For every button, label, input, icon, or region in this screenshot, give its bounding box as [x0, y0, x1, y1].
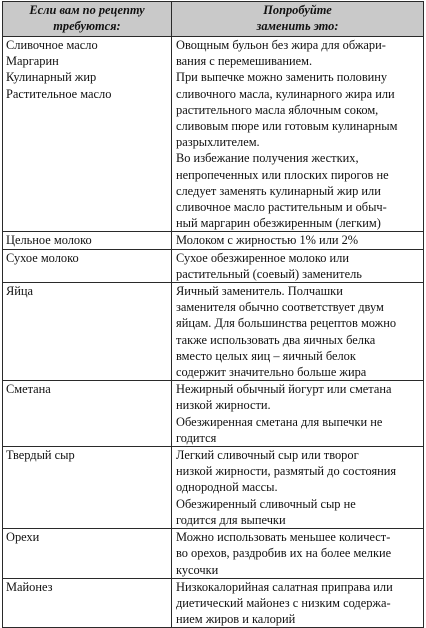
substitute-line: Легкий сливочный сыр или творог: [176, 448, 359, 463]
substitute-paragraph: [176, 37, 420, 69]
header-required-line: Если вам по рецепту: [29, 3, 145, 17]
substitute-line: Сухое обезжиренное молоко или: [176, 250, 349, 265]
substitute-cell: [172, 529, 424, 579]
substitute-paragraph: [176, 250, 420, 282]
substitute-cell: [172, 283, 424, 381]
ingredient-cell: [3, 529, 172, 579]
substitute-line: вместо целых яиц – яичный белок: [176, 348, 356, 363]
header-substitute-line: заменить это:: [256, 18, 339, 33]
substitute-cell: [172, 578, 424, 628]
table-row: [3, 37, 424, 232]
substitute-line: Низкокалорийная салатная приправа или: [176, 579, 393, 594]
substitute-line: сливочное масло растительным и обыч-: [176, 200, 387, 215]
substitute-line: содержит значительно больше жира: [176, 365, 367, 380]
substitute-line: Во избежание получения жестких,: [176, 151, 359, 166]
ingredient-cell: [3, 447, 172, 529]
substitute-paragraph: [176, 150, 420, 231]
table-body: [3, 37, 424, 628]
ingredient-name: Маргарин: [6, 54, 59, 69]
substitute-line: во орехов, раздробив их на более мелкие: [176, 546, 392, 561]
substitute-line: вания с перемешиванием.: [176, 54, 313, 69]
substitute-paragraph: [176, 529, 420, 578]
ingredient-cell: [3, 578, 172, 628]
ingredient-cell: [3, 249, 172, 282]
substitute-line: низкой жирности, размятый до состояния: [176, 464, 397, 479]
substitute-paragraph: [176, 447, 420, 496]
table-row: [3, 232, 424, 249]
substitute-line: Яичный заменитель. Полчашки: [176, 284, 343, 299]
ingredient-cell: [3, 37, 172, 232]
ingredient-cell: [3, 232, 172, 249]
substitute-line: годится для выпечки: [176, 512, 286, 527]
substitute-cell: [172, 37, 424, 232]
substitute-line: ный маргарин обезжиренным (легким): [176, 216, 381, 231]
substitute-line: диетический майонез с низким содержа-: [176, 595, 391, 610]
substitute-line: Обезжиренный сливочный сыр не: [176, 496, 356, 511]
substitute-line: Молоком с жирностью 1% или 2%: [176, 233, 359, 248]
table-row: [3, 578, 424, 628]
table-row: [3, 447, 424, 529]
substitute-line: Нежирный обычный йогурт или сметана: [176, 382, 392, 397]
substitute-line: Овощным бульон без жира для обжари-: [176, 38, 386, 52]
table-row: [3, 381, 424, 447]
substitute-cell: [172, 381, 424, 447]
header-required-line: требуются:: [53, 18, 121, 33]
substitute-paragraph: [176, 381, 420, 413]
substitute-paragraph: [176, 414, 420, 446]
ingredient-name: Растительное масло: [6, 86, 112, 101]
table-header: [3, 2, 424, 37]
substitute-line: сливочного масла, кулинарного жира или: [176, 86, 395, 101]
ingredient-name: Цельное молоко: [6, 233, 92, 248]
ingredient-cell: [3, 381, 172, 447]
substitute-line: Обезжиренная сметана для выпечки не: [176, 414, 383, 429]
substitute-line: также использовать два яичных белка: [176, 332, 376, 347]
substitute-line: низкой жирности.: [176, 398, 271, 413]
substitute-line: заменителя обычно соответствует двум: [176, 300, 384, 315]
substitute-cell: [172, 232, 424, 249]
substitute-cell: [172, 447, 424, 529]
substitute-line: сливовым пюре или готовым кулинарным: [176, 119, 398, 134]
substitute-line: растительного масла яблочным соком,: [176, 102, 379, 117]
ingredient-name: Яйца: [6, 284, 34, 299]
substitute-line: При выпечке можно заменить половину: [176, 70, 388, 85]
table-row: [3, 249, 424, 282]
table-row: [3, 529, 424, 579]
header-substitute-column: [172, 2, 424, 37]
substitute-paragraph: [176, 283, 420, 380]
ingredient-name: Кулинарный жир: [6, 70, 97, 85]
header-row: [3, 2, 424, 37]
substitute-line: однородной массы.: [176, 480, 278, 495]
substitute-line: непропеченных или плоских пирогов не: [176, 167, 389, 182]
substitute-paragraph: [176, 579, 420, 628]
substitute-line: нием жиров и калорий: [176, 612, 296, 627]
substitute-line: разрыхлителем.: [176, 135, 260, 150]
substitute-line: годится: [176, 430, 217, 445]
ingredient-name: Твердый сыр: [6, 448, 75, 463]
ingredient-name: Орехи: [6, 530, 40, 545]
substitute-line: кусочки: [176, 562, 219, 577]
substitute-paragraph: [176, 232, 420, 248]
substitute-cell: [172, 249, 424, 282]
ingredient-name: Сметана: [6, 382, 51, 397]
substitution-table: [2, 1, 424, 628]
ingredient-cell: [3, 283, 172, 381]
ingredient-name: Майонез: [6, 579, 53, 594]
substitute-paragraph: [176, 69, 420, 150]
substitute-line: яйцам. Для большинства рецептов можно: [176, 316, 397, 331]
ingredient-name: Сливочное масло: [6, 38, 98, 52]
substitute-line: следует заменять кулинарный жир или: [176, 183, 381, 198]
ingredient-name: Сухое молоко: [6, 250, 79, 265]
header-required-column: [3, 2, 172, 37]
substitute-paragraph: [176, 496, 420, 528]
header-substitute-line: Попробуйте: [263, 3, 332, 17]
table-row: [3, 283, 424, 381]
substitute-line: растительный (соевый) заменитель: [176, 266, 362, 281]
substitute-line: Можно использовать меньшее количест-: [176, 530, 391, 545]
